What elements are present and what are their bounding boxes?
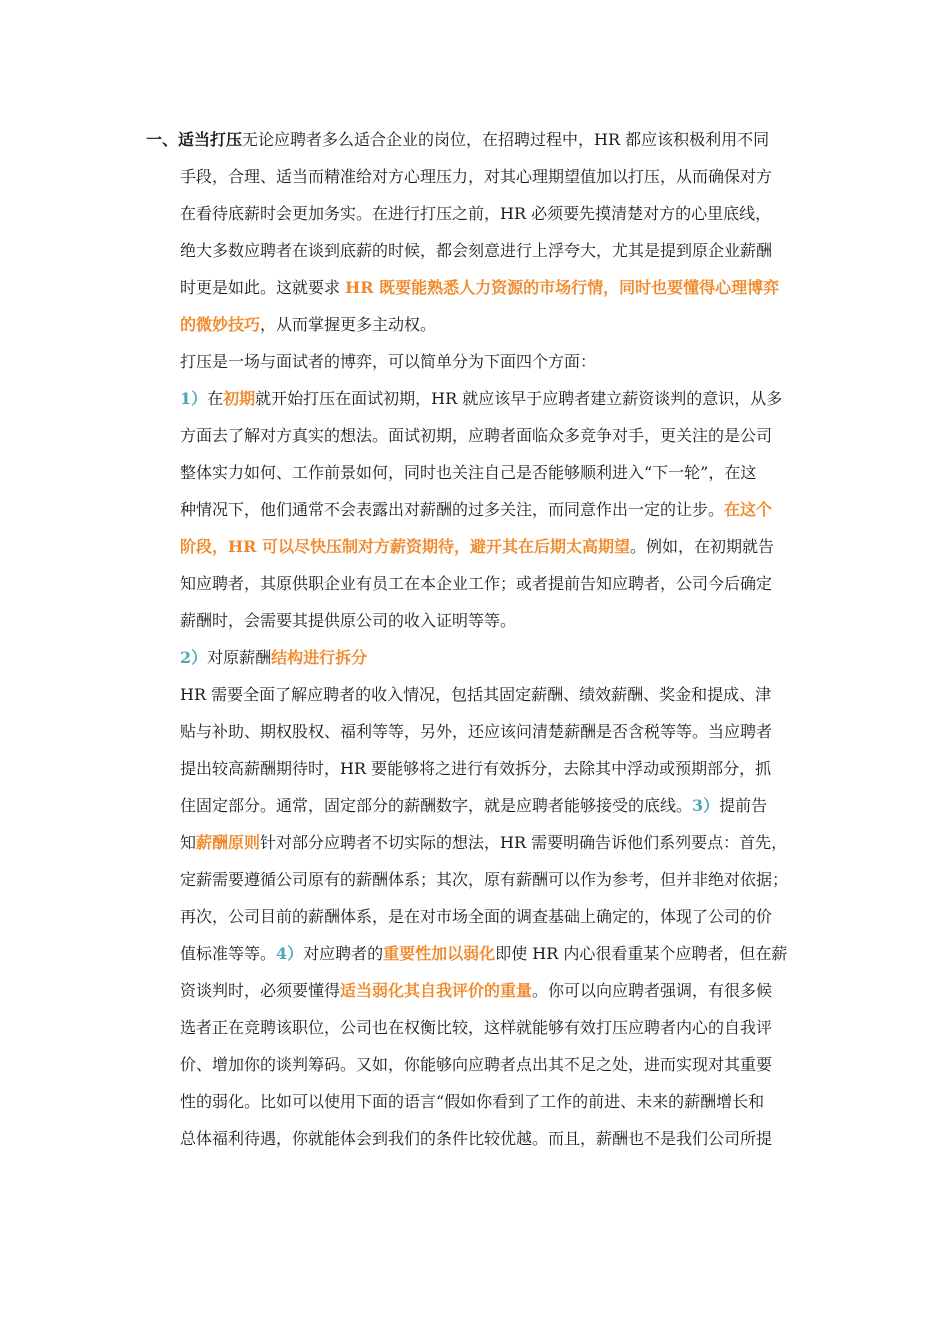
document-body — [146, 121, 806, 1157]
point-number: 4） — [276, 944, 304, 963]
text-run: 。例如，在初期就告 — [630, 537, 775, 556]
paragraph-line: 薪酬时，会需要其提供原公司的收入证明等等。 — [180, 611, 517, 630]
paragraph-line — [146, 972, 806, 1009]
paragraph-line: 手段，合理、适当而精准给对方心理压力，对其心理期望值加以打压，从而确保对方 — [180, 167, 773, 186]
highlight-text: 的微妙技巧 — [180, 315, 261, 334]
section-heading: 一、适当打压 — [146, 130, 243, 149]
text-run: 对应聘者的 — [303, 944, 384, 963]
paragraph-line — [146, 306, 806, 343]
text-run: 针对部分应聘者不切实际的想法，HR 需要明确告诉他们系列要点：首先， — [260, 833, 788, 852]
paragraph-line — [146, 787, 806, 824]
point-1 — [146, 380, 806, 639]
text-run: 。你可以向应聘者强调，有很多候 — [532, 981, 773, 1000]
paragraph-line: 贴与补助、期权股权、福利等等，另外，还应该问清楚薪酬是否含税等等。当应聘者 — [180, 722, 773, 741]
paragraph-line: 选者正在竞聘该职位，公司也在权衡比较，这样就能够有效打压应聘者内心的自我评 — [180, 1018, 773, 1037]
paragraph-line — [146, 491, 806, 528]
paragraph-line — [146, 380, 806, 417]
text-run: 无论应聘者多么适合企业的岗位，在招聘过程中，HR 都应该积极利用不同 — [242, 130, 770, 149]
highlight-text: 初期 — [223, 389, 256, 408]
highlight-text: 适当弱化其自我评价的重量 — [340, 981, 533, 1000]
text-run: 种情况下，他们通常不会表露出对薪酬的过多关注，而同意作出一定的让步。 — [180, 500, 725, 519]
paragraph-line: 绝大多数应聘者在谈到底薪的时候，都会刻意进行上浮夸大，尤其是提到原企业薪酬 — [180, 241, 773, 260]
paragraph-line — [146, 121, 806, 158]
paragraph-line: 整体实力如何、工作前景如何，同时也关注自己是否能够顺利进入“下一轮”，在这 — [180, 463, 757, 482]
highlight-text: 重要性加以弱化 — [383, 944, 496, 963]
paragraph-line — [146, 269, 806, 306]
paragraph-line — [146, 528, 806, 565]
paragraph-line: 在看待底薪时会更加务实。在进行打压之前，HR 必须要先摸清楚对方的心里底线， — [180, 204, 772, 223]
text-run: 就开始打压在面试初期，HR 就应该早于应聘者建立薪资谈判的意识，从多 — [255, 389, 783, 408]
point-number: 2） — [180, 648, 208, 667]
text-run: 资谈判时，必须要懂得 — [180, 981, 341, 1000]
text-run: 在 — [207, 389, 224, 408]
intro-line: 打压是一场与面试者的博弈，可以简单分为下面四个方面： — [180, 352, 597, 371]
highlight-text: HR 既要能熟悉人力资源的市场行情，同时也要懂得心理博弈 — [345, 278, 780, 297]
highlight-text: 在这个 — [724, 500, 773, 519]
point-number: 3） — [692, 796, 720, 815]
paragraph-line: 提出较高薪酬期待时，HR 要能够将之进行有效拆分，去除其中浮动或预期部分，抓 — [180, 759, 772, 778]
text-run: 提前告 — [719, 796, 768, 815]
text-run: ，从而掌握更多主动权。 — [260, 315, 437, 334]
paragraph-line: 性的弱化。比如可以使用下面的语言“假如你看到了工作的前进、未来的薪酬增长和 — [180, 1092, 765, 1111]
paragraph-line — [146, 824, 806, 861]
text-run: 对原薪酬 — [207, 648, 272, 667]
text-run: 时更是如此。这就要求 — [180, 278, 346, 297]
highlight-text: 薪酬原则 — [196, 833, 261, 852]
point-2 — [146, 639, 806, 1157]
paragraph-line: 定薪需要遵循公司原有的薪酬体系；其次，原有薪酬可以作为参考，但并非绝对依据； — [180, 870, 789, 889]
text-run: 即使 HR 内心很看重某个应聘者，但在薪 — [495, 944, 788, 963]
text-run: 住固定部分。通常，固定部分的薪酬数字，就是应聘者能够接受的底线。 — [180, 796, 693, 815]
paragraph-line: 再次，公司目前的薪酬体系，是在对市场全面的调查基础上确定的，体现了公司的价 — [180, 907, 773, 926]
text-run: 值标准等等。 — [180, 944, 277, 963]
paragraph-line — [146, 639, 806, 676]
section-1 — [146, 121, 806, 343]
paragraph-line: 总体福利待遇，你就能体会到我们的条件比较优越。而且，薪酬也不是我们公司所提 — [180, 1129, 773, 1148]
text-run: 知 — [180, 833, 197, 852]
paragraph-line: 方面去了解对方真实的想法。面试初期，应聘者面临众多竞争对手，更关注的是公司 — [180, 426, 773, 445]
paragraph-line: HR 需要全面了解应聘者的收入情况，包括其固定薪酬、绩效薪酬、奖金和提成、津 — [180, 685, 772, 704]
paragraph-line: 价、增加你的谈判筹码。又如，你能够向应聘者点出其不足之处，进而实现对其重要 — [180, 1055, 773, 1074]
paragraph-line: 知应聘者，其原供职企业有员工在本企业工作；或者提前告知应聘者，公司今后确定 — [180, 574, 773, 593]
paragraph-line — [146, 935, 806, 972]
highlight-text: 阶段，HR 可以尽快压制对方薪资期待，避开其在后期太高期望 — [180, 537, 630, 556]
highlight-text: 结构进行拆分 — [271, 648, 368, 667]
point-number: 1） — [180, 389, 208, 408]
